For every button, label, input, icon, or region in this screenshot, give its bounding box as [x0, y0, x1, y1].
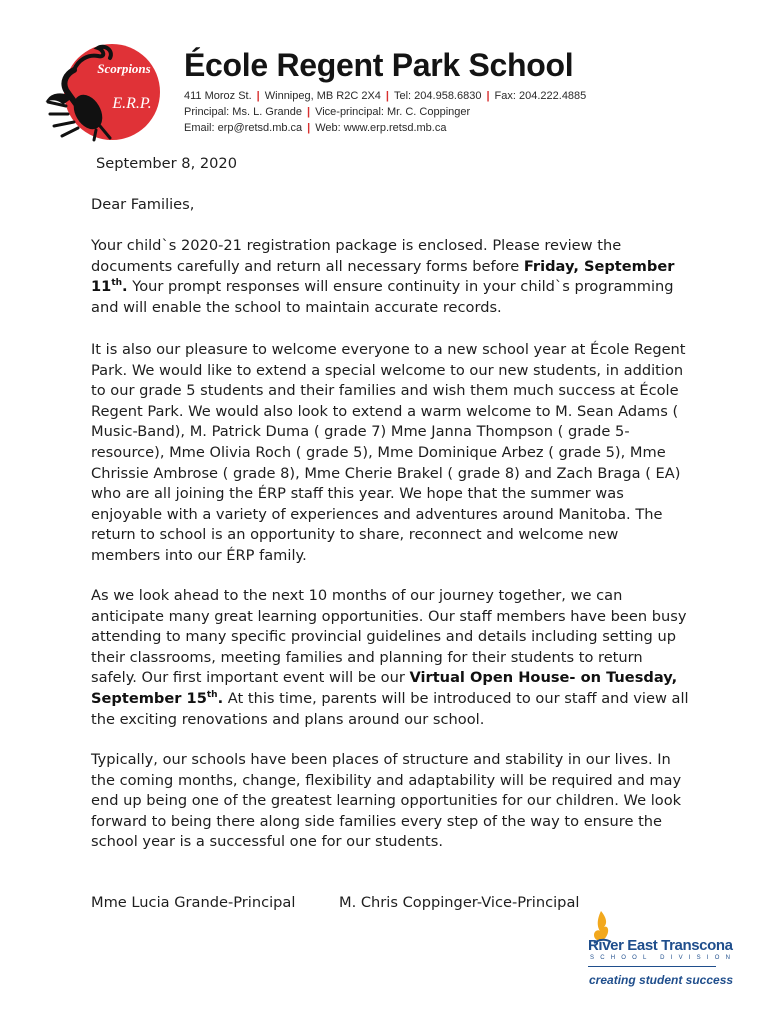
website[interactable]: Web: www.erp.retsd.mb.ca	[315, 122, 447, 134]
paragraph-text: Your prompt responses will ensure continuity in your child`s programming and will enable the school to maintain accurate records.	[91, 278, 674, 316]
phone: Tel: 204.958.6830	[394, 90, 482, 102]
letter-date: September 8, 2020	[96, 155, 238, 172]
city: Winnipeg, MB R2C 2X4	[264, 90, 381, 102]
paragraph	[91, 236, 691, 318]
division-tagline: creating student success	[589, 973, 734, 987]
deadline-text: Friday, September 11	[91, 257, 675, 296]
vice-principal: Vice-principal: Mr. C. Coppinger	[315, 106, 471, 118]
signature-principal: Mme Lucia Grande-Principal	[91, 894, 296, 911]
signature-vice-principal: M. Chris Coppinger-Vice-Principal	[339, 894, 580, 911]
paragraph	[91, 586, 691, 730]
paragraph: It is also our pleasure to welcome everyone to a new school year at École Regent Park. We would like to extend a special welcome to our new students, in addition to our grade 5 students and their families and wish them much success at École Regent Park. We would also look to extend a warm welcome to M. Sean Adams ( Music-Band), M. Patrick Duma ( grade 7) Mme Janna Thompson ( grade 5-resource), Mme Olivia Roch ( grade 5), Mme Dominique Arbez ( grade 5), Mme Chrissie Ambrose ( grade 8), Mme Cherie Brakel ( grade 8) and Zach Braga ( EA) who are all joining the ÉRP staff this year. We hope that the summer was enjoyable with a variety of experiences and adventures around Manitoba. The return to school is an opportunity to share, reconnect and welcome new members into our ÉRP family.	[91, 341, 686, 564]
contact-line	[184, 120, 446, 136]
event-period: .	[217, 689, 224, 707]
event-text: Virtual Open House- on Tuesday, September 15	[91, 669, 678, 707]
email[interactable]: Email: erp@retsd.mb.ca	[184, 122, 303, 134]
separator: |	[307, 122, 311, 134]
paragraph-text: As we look ahead to the next 10 months of our journey together, we can anticipate many great learning opportunities. Our staff members have been busy attending to many specific provincial guidelines and details including setting up their classrooms, meeting families and planning for their students to return safely. Our first important event will be our	[91, 587, 687, 687]
ordinal-suffix: th	[206, 690, 218, 701]
division-name: River East Transcona	[588, 937, 733, 954]
fax: Fax: 204.222.4885	[494, 90, 587, 102]
separator: |	[256, 90, 260, 102]
ordinal-suffix: th	[111, 278, 123, 289]
paragraph: Typically, our schools have been places of structure and stability in our lives. In the coming months, change, flexibility and adaptability will be required and may end up being one of the greatest learning opportunities for our children. We look forward to being there along side families every step of the way to ensure the school year is a successful one for our students.	[91, 751, 682, 851]
separator: |	[486, 90, 490, 102]
logo-top-text: Scorpions	[97, 61, 151, 76]
separator: |	[307, 106, 311, 118]
divider	[588, 966, 716, 967]
separator: |	[385, 90, 389, 102]
paragraph-text: Your child`s 2020-21 registration package is enclosed. Please review the documents carefully and return all necessary forms before	[91, 237, 622, 275]
address-line	[184, 88, 586, 104]
greeting: Dear Families,	[91, 196, 195, 213]
scorpion-logo	[44, 40, 166, 144]
logo-bottom-text: E.R.P.	[112, 95, 152, 112]
principals-line	[184, 104, 470, 120]
division-logo	[568, 907, 737, 997]
paragraph-text: At this time, parents will be introduced to our staff and view all the exciting renovations and plans around our school.	[91, 689, 689, 728]
address: 411 Moroz St.	[184, 90, 252, 102]
division-label: SCHOOL DIVISION	[590, 955, 737, 961]
school-name: École Regent Park School	[184, 47, 574, 83]
principal: Principal: Ms. L. Grande	[184, 106, 302, 118]
deadline-period: .	[122, 278, 128, 296]
